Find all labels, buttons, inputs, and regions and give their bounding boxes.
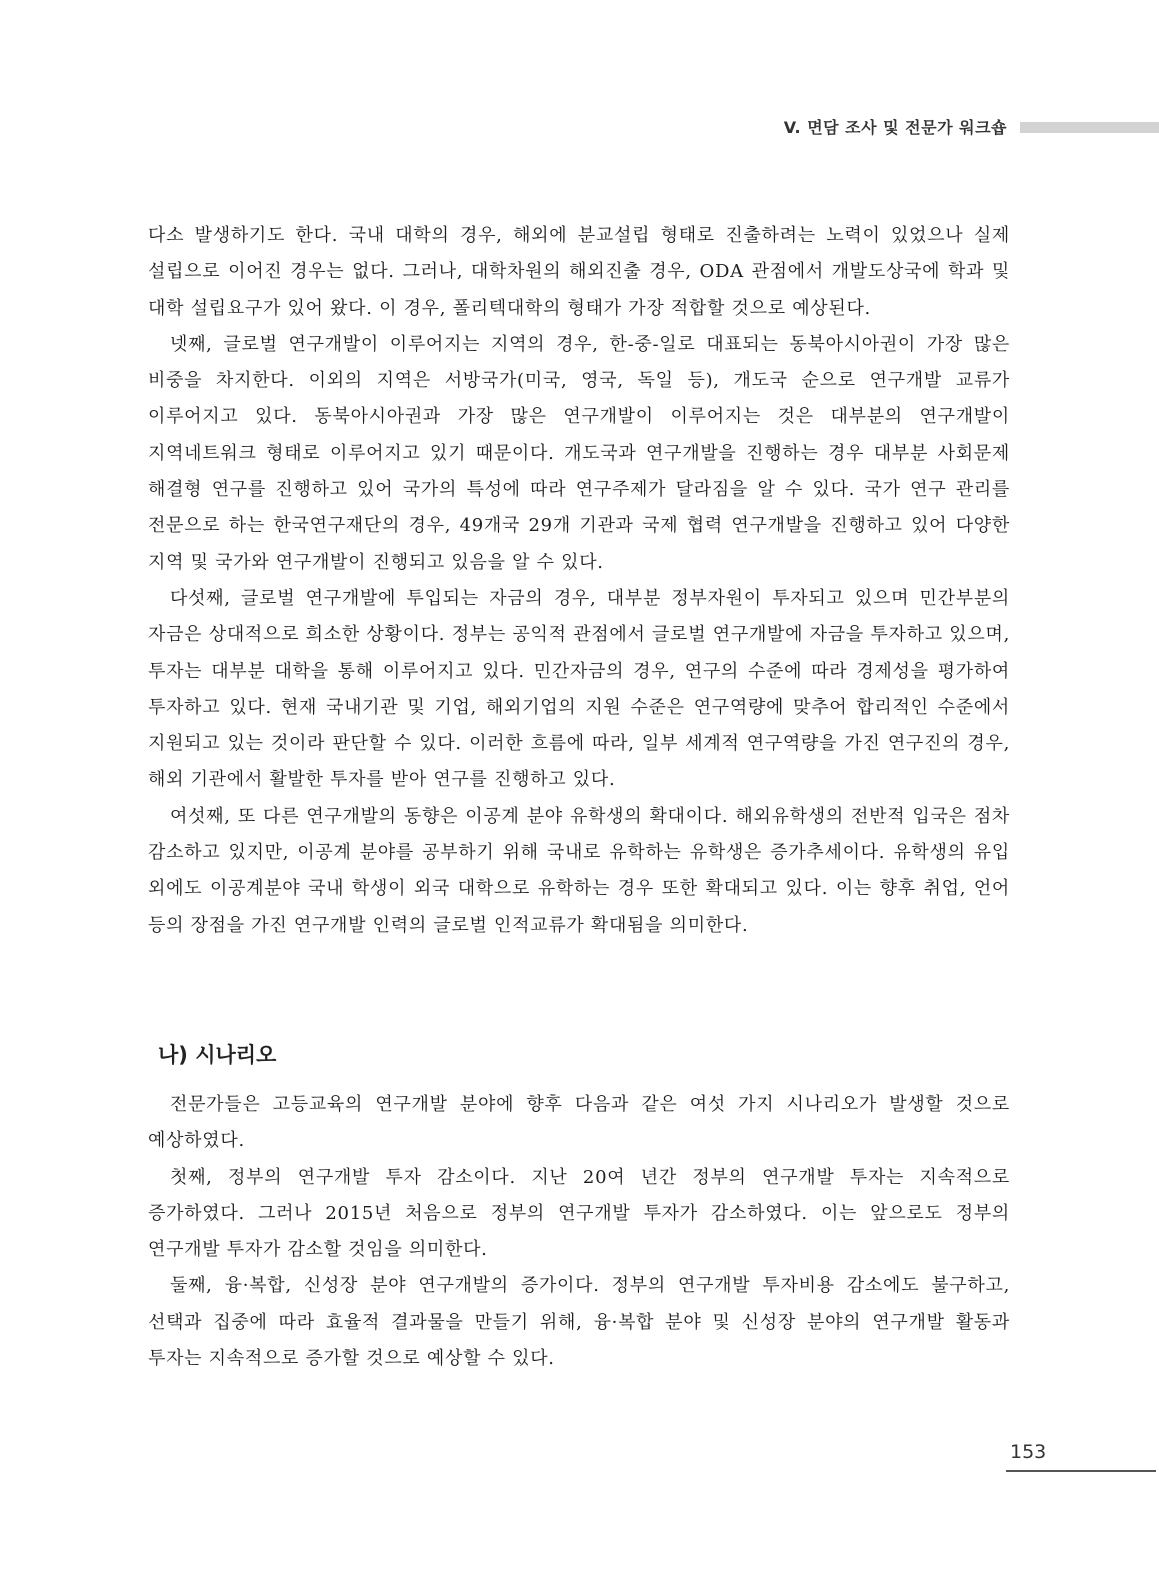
- body-text-top: [148, 218, 1010, 944]
- paragraph-scenario-second: 둘째, 융·복합, 신성장 분야 연구개발의 증가이다. 정부의 연구개발 투자비용 감소에도 불구하고, 선택과 집중에 따라 효율적 결과물을 만들기 위해, 융·복합 분야 및 신성장 분야의 연구개발 활동과 투자는 지속적으로 증가할 것으로 예상할 수 있다.: [148, 1275, 1010, 1370]
- paragraph-continuation: 다소 발생하기도 한다. 국내 대학의 경우, 해외에 분교설립 형태로 진출하려는 노력이 있었으나 실제 설립으로 이어진 경우는 없다. 그러나, 대학차원의 해외진출 경우, ODA 관점에서 개발도상국에 학과 및 대학 설립요구가 있어 왔다. 이 경우, 폴리텍대학의 형태가 가장 적합할 것으로 예상된다.: [148, 225, 1010, 319]
- header-bar: [1020, 122, 1159, 133]
- chapter-title: V. 면담 조사 및 전문가 워크숍: [783, 118, 1007, 137]
- page-number-rule: [1006, 1470, 1156, 1472]
- page-number: 153: [1010, 1441, 1047, 1463]
- paragraph-fifth: 다섯째, 글로벌 연구개발에 투입되는 자금의 경우, 대부분 정부자원이 투자되고 있으며 민간부분의 자금은 상대적으로 희소한 상황이다. 정부는 공익적 관점에서 글로벌 연구개발에 자금을 투자하고 있으며, 투자는 대부분 대학을 통해 이루어지고 있다. 민간자금의 경우, 연구의 수준에 따라 경제성을 평가하여 투자하고 있다. 현재 국내기관 및 기업, 해외기업의 지원 수준은 연구역량에 맞추어 합리적인 수준에서 지원되고 있는 것이라 판단할 수 있다. 이러한 흐름에 따라, 일부 세계적 연구역량을 가진 연구진의 경우, 해외 기관에서 활발한 투자를 받아 연구를 진행하고 있다.: [148, 587, 1010, 791]
- body-text-scenario: [148, 1087, 1010, 1377]
- paragraph-scenario-first: 첫째, 정부의 연구개발 투자 감소이다. 지난 20여 년간 정부의 연구개발 투자는 지속적으로 증가하였다. 그러나 2015년 처음으로 정부의 연구개발 투자가 감소하였다. 이는 앞으로도 정부의 연구개발 투자가 감소할 것임을 의미한다.: [148, 1166, 1010, 1261]
- paragraph-scenario-intro: 전문가들은 고등교육의 연구개발 분야에 향후 다음과 같은 여섯 가지 시나리오가 발생할 것으로 예상하였다.: [148, 1094, 1010, 1152]
- running-header: [0, 116, 1159, 140]
- paragraph-sixth: 여섯째, 또 다른 연구개발의 동향은 이공계 분야 유학생의 확대이다. 해외유학생의 전반적 입국은 점차 감소하고 있지만, 이공계 분야를 공부하기 위해 국내로 유학하는 유학생은 증가추세이다. 유학생의 유입 외에도 이공계분야 국내 학생이 외국 대학으로 유학하는 경우 또한 확대되고 있다. 이는 향후 취업, 언어 등의 장점을 가진 연구개발 인력의 글로벌 인적교류가 확대됨을 의미한다.: [148, 805, 1010, 936]
- paragraph-fourth: 넷째, 글로벌 연구개발이 이루어지는 지역의 경우, 한-중-일로 대표되는 동북아시아권이 가장 많은 비중을 차지한다. 이외의 지역은 서방국가(미국, 영국, 독일 등), 개도국 순으로 연구개발 교류가 이루어지고 있다. 동북아시아권과 가장 많은 연구개발이 이루어지는 것은 대부분의 연구개발이 지역네트워크 형태로 이루어지고 있기 때문이다. 개도국과 연구개발을 진행하는 경우 대부분 사회문제 해결형 연구를 진행하고 있어 국가의 특성에 따라 연구주제가 달라짐을 알 수 있다. 국가 연구 관리를 전문으로 하는 한국연구재단의 경우, 49개국 29개 기관과 국제 협력 연구개발을 진행하고 있어 다양한 지역 및 국가와 연구개발이 진행되고 있음을 알 수 있다.: [148, 333, 1010, 573]
- section-heading: 나) 시나리오: [158, 1043, 277, 1067]
